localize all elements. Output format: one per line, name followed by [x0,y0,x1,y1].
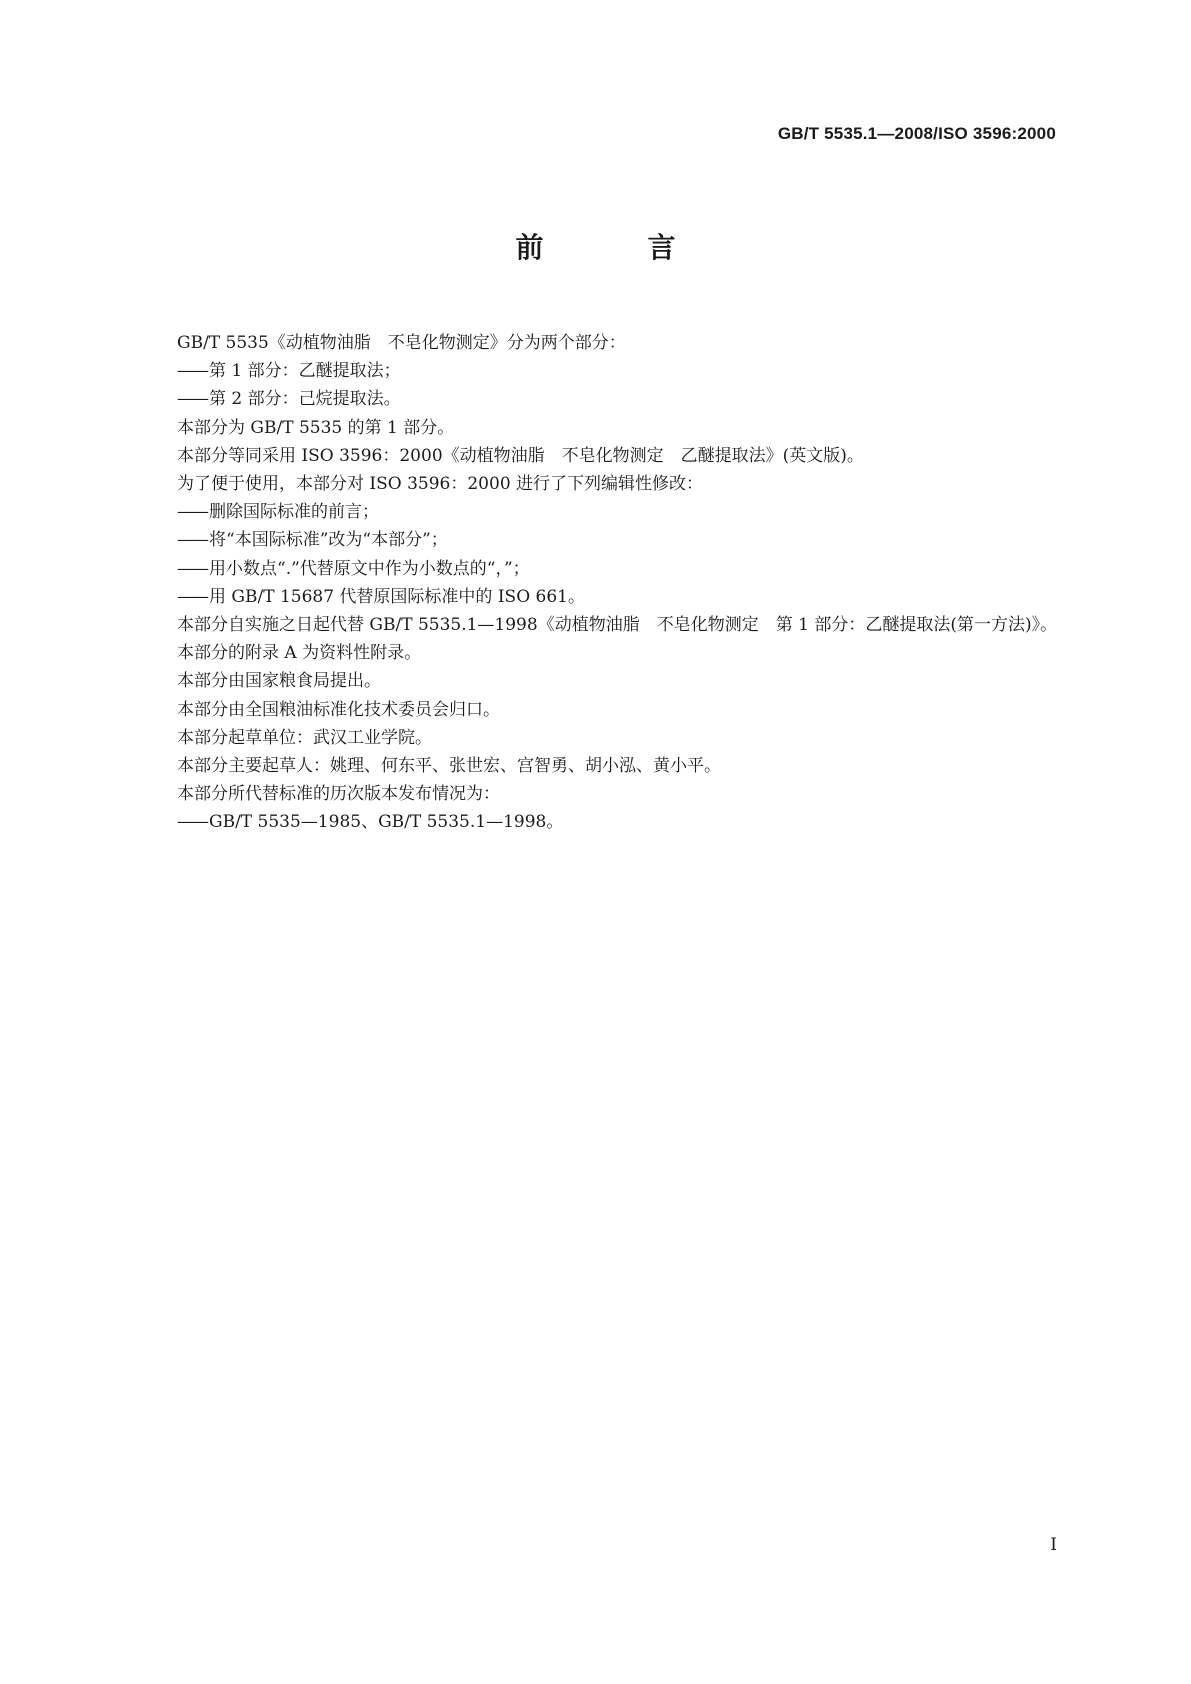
paragraph: 为了便于使用，本部分对 ISO 3596：2000 进行了下列编辑性修改： [177,474,704,495]
paragraph: 本部分主要起草人：姚理、何东平、张世宏、宫智勇、胡小泓、黄小平。 [177,756,721,777]
list-item: —— 用 GB/T 15687 代替原国际标准中的 ISO 661。 [151,583,1061,611]
list-item: —— 第 2 部分：己烷提取法。 [151,385,1061,413]
paragraph: 本部分自实施之日起代替 GB/T 5535.1—1998《动植物油脂 不皂化物测定 第 1 部分：乙醚提取法(第一方法)》。 [177,615,1058,636]
paragraph: 本部分由全国粮油标准化技术委员会归口。 [177,699,500,720]
list-item: —— 用小数点“.”代替原文中作为小数点的“，”； [151,555,1061,583]
list-item: —— 将“本国际标准”改为“本部分”； [151,526,1061,554]
list-item: —— 第 1 部分：乙醚提取法； [151,357,1061,385]
standard-code: GB/T 5535.1—2008/ISO 3596:2000 [777,124,1056,143]
list-item: —— GB/T 5535—1985、GB/T 5535.1—1998。 [151,808,1061,836]
list-item: —— 删除国际标准的前言； [151,498,1061,526]
paragraph: 本部分为 GB/T 5535 的第 1 部分。 [177,417,455,438]
page-number: I [1050,1535,1057,1555]
paragraph: 本部分等同采用 ISO 3596：2000《动植物油脂 不皂化物测定 乙醚提取法》(英文版)。 [177,445,864,466]
page-title: 前 言 [515,231,714,264]
paragraph: 本部分由国家粮食局提出。 [177,671,381,692]
paragraph: 本部分起草单位：武汉工业学院。 [177,727,432,748]
paragraph: GB/T 5535《动植物油脂 不皂化物测定》分为两个部分： [177,333,626,353]
document-body [151,329,1061,837]
paragraph: 本部分的附录 A 为资料性附录。 [177,643,422,664]
paragraph: 本部分所代替标准的历次版本发布情况为： [177,784,500,805]
